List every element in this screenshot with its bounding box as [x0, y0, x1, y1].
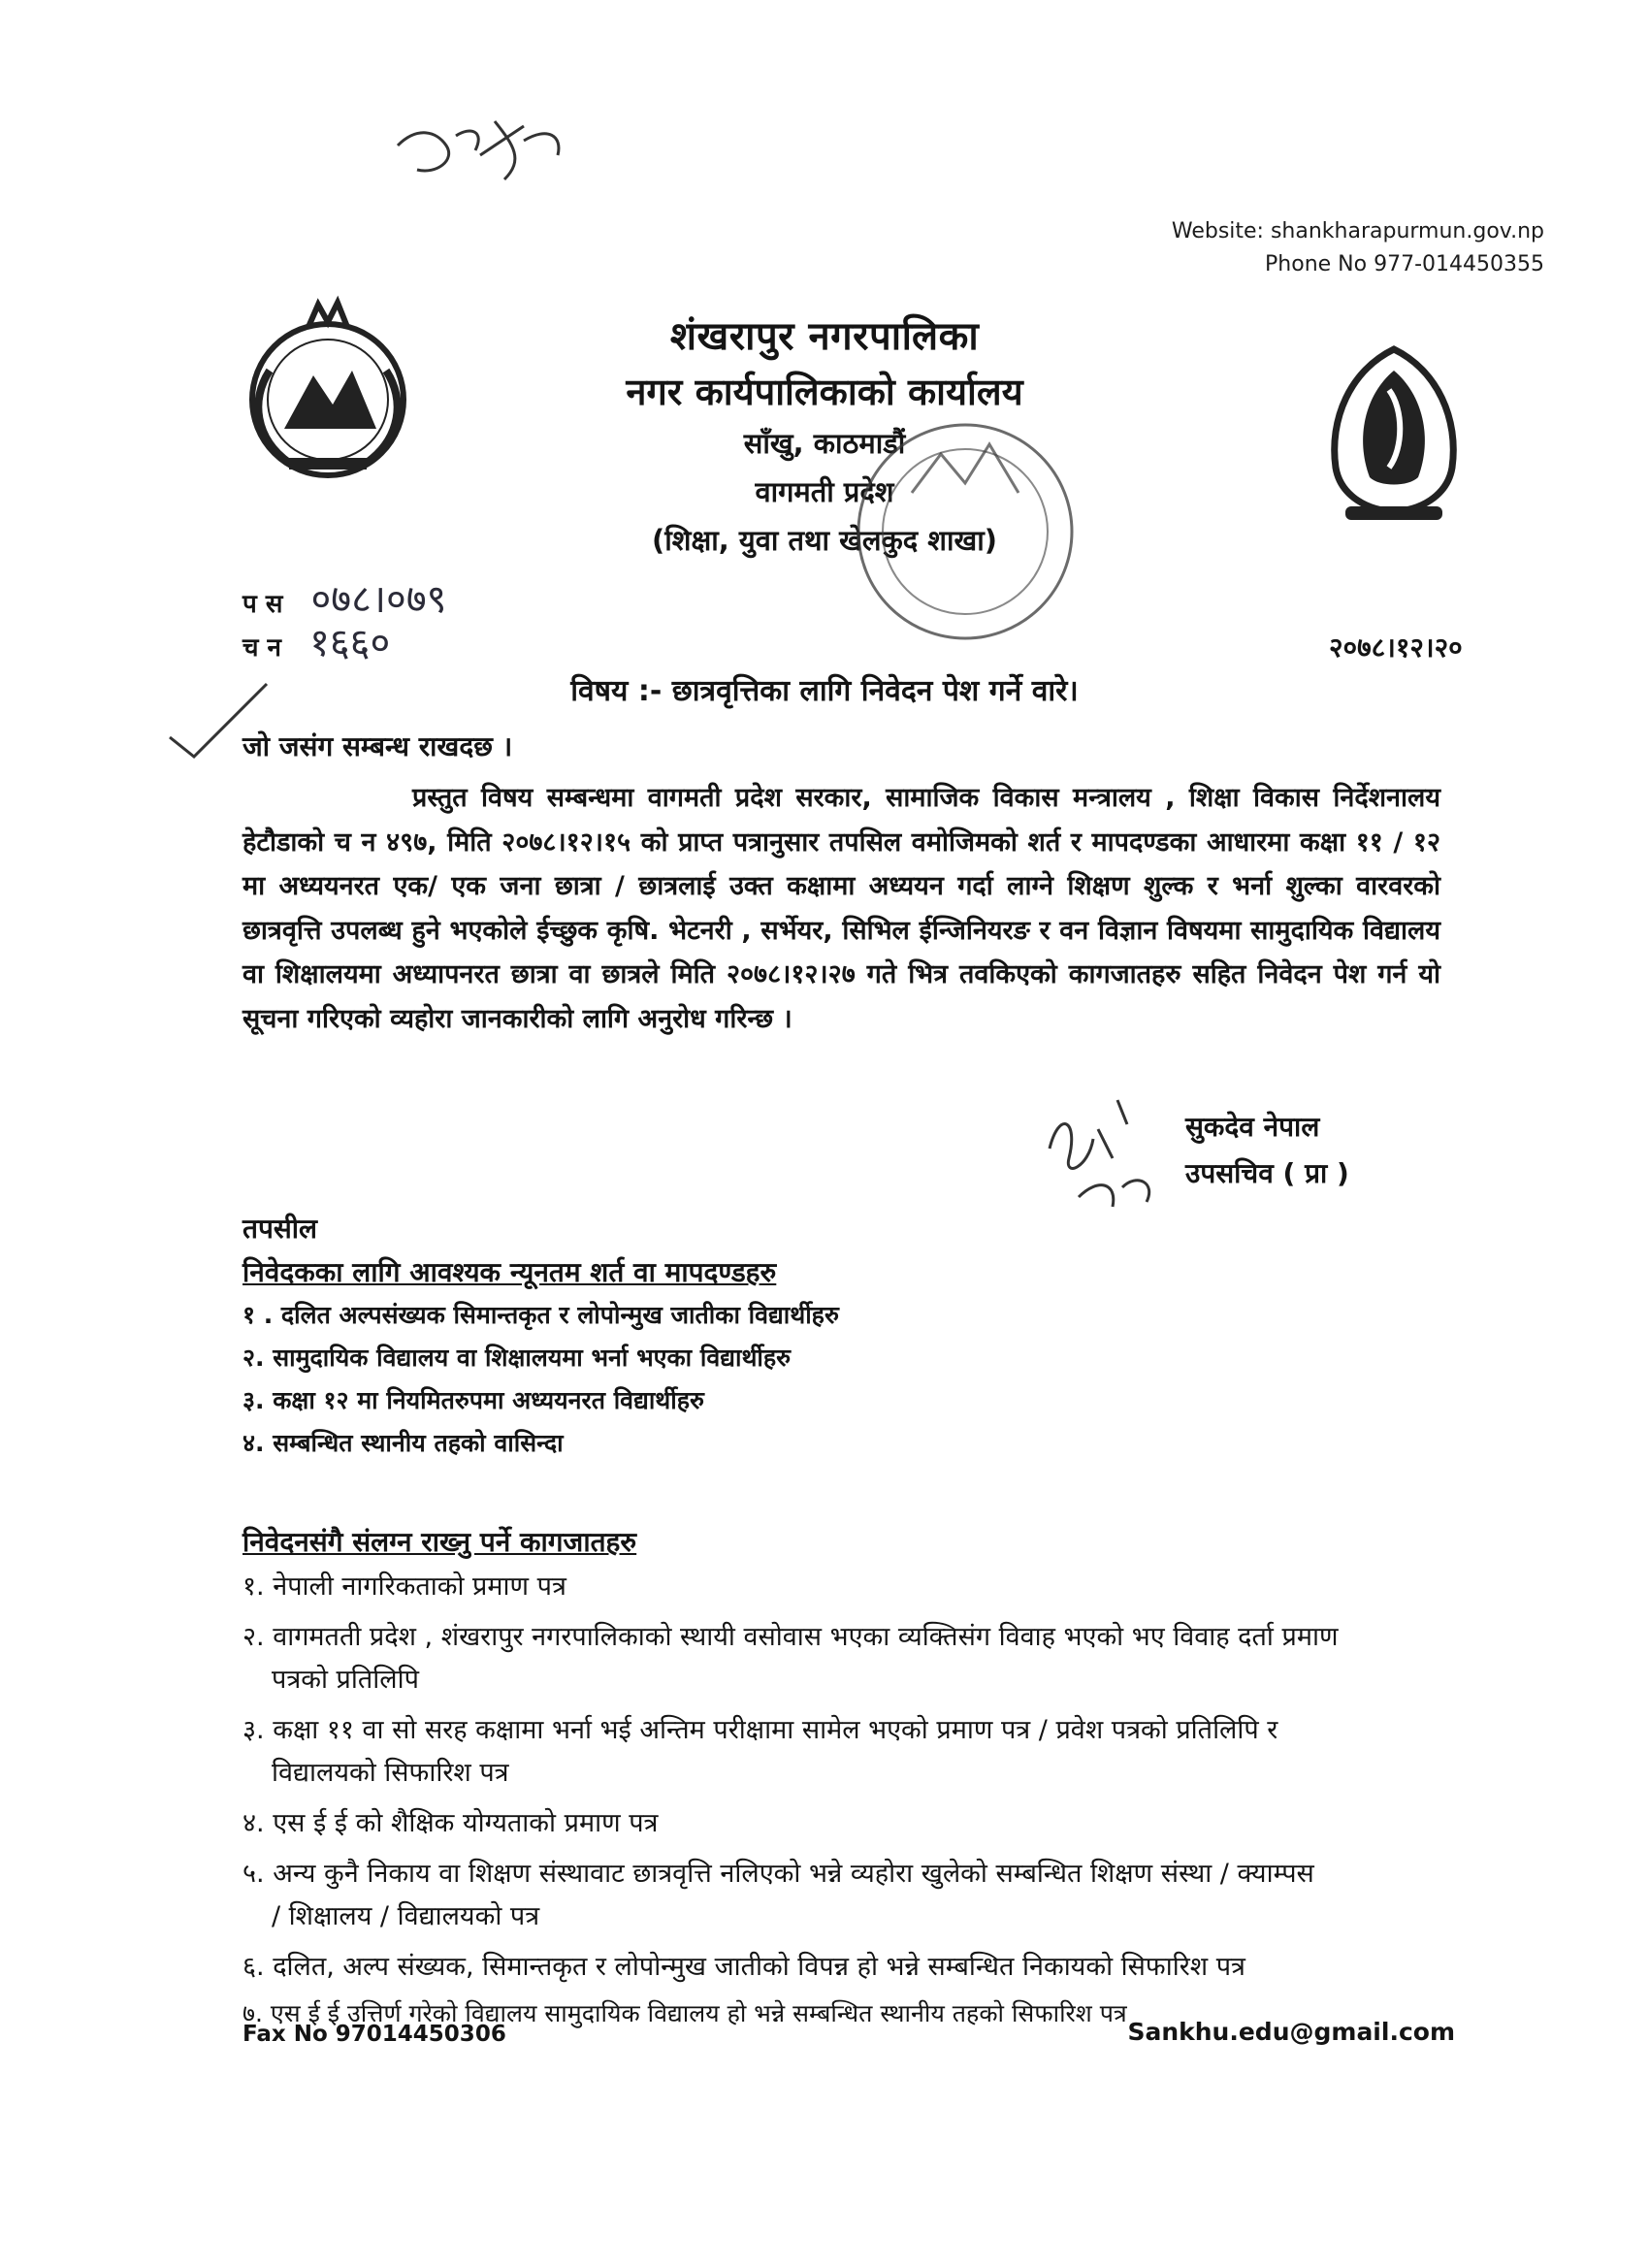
- list-item-line: ४. एस ई ई को शैक्षिक योग्यताको प्रमाण पत्र: [242, 1808, 659, 1838]
- list-item: [242, 1946, 1504, 1989]
- municipality-name: शंखरापुर नगरपालिका: [669, 314, 980, 359]
- criteria-list: [242, 1251, 839, 1465]
- signer-name: सुकदेव नेपाल: [1185, 1111, 1320, 1143]
- chalani-number-value: १६६०: [309, 621, 391, 665]
- contact-info: [1172, 215, 1544, 281]
- documents-list: [242, 1521, 1504, 2035]
- patra-sankhya: [242, 577, 447, 624]
- list-item: [242, 1853, 1504, 1938]
- criteria-heading: निवेदकका लागि आवश्यक न्यूनतम शर्त वा मापदण्डहरु: [242, 1256, 777, 1288]
- list-item-continuation: विद्यालयको सिफारिश पत्र: [272, 1758, 509, 1788]
- annex-title: तपसील: [242, 1213, 318, 1245]
- signer-title: उपसचिव ( प्रा ): [1185, 1157, 1349, 1189]
- address-line-1: साँखु, काठमाडौं: [743, 427, 906, 460]
- list-item: १ . दलित अल्पसंख्यक सिमान्तकृत र लोपोन्मुख जातीका विद्यार्थीहरु: [242, 1301, 839, 1329]
- address-line-2: वागमती प्रदेश: [755, 475, 894, 508]
- patra-sankhya-label: प स: [242, 590, 283, 619]
- letterhead: [0, 308, 1649, 565]
- list-item: [242, 1616, 1504, 1701]
- list-item-line: ६. दलित, अल्प संख्यक, सिमान्तकृत र लोपोन्मुख जातीको विपन्न हो भन्ने सम्बन्धित निकायको सिफारिश पत्र: [242, 1952, 1245, 1982]
- office-stamp: [854, 386, 1077, 667]
- documents-heading: निवेदनसंगै संलग्न राख्नु पर्ने कागजातहरु: [242, 1526, 637, 1558]
- annex-section: [242, 1208, 317, 1250]
- list-item-continuation: पत्रको प्रतिलिपि: [272, 1665, 419, 1695]
- list-item: [242, 1566, 1504, 1608]
- list-item-line: ७. एस ई ई उत्तिर्ण गरेको विद्यालय सामुदायिक विद्यालय हो भन्ने सम्बन्धित स्थानीय तहको सिफारिश पत्र: [242, 1999, 1127, 2027]
- office-name: नगर कार्यपालिकाको कार्यालय: [626, 371, 1023, 413]
- reference-block: [242, 577, 447, 667]
- letter-body-text: प्रस्तुत विषय सम्बन्धमा वागमती प्रदेश सरकार, सामाजिक विकास मन्त्रालय , शिक्षा विकास निर्देशनालय हेटौडाको च न ४९७, मिति २०७८।१२।१५ को प्राप्त पत्रानुसार तपसिल वमोजिमको शर्त र मापदण्डका आधारमा कक्षा ११ / १२ मा अध्ययनरत एक/ एक जना छात्रा / छात्रलाई उक्त कक्षामा अध्ययन गर्दा लाग्ने शिक्षण शुल्क र भर्ना शुल्का वारवरको छात्रवृत्ति उपलब्ध हुने भएकोले ईच्छुक कृषि. भेटनरी , सर्भेयर, सिभिल ईन्जिनियरङ र वन विज्ञान विषयमा सामुदायिक विद्यालय वा शिक्षालयमा अध्यापनरत छात्रा वा छात्रले मिति २०७८।१२।२७ गते भित्र तवकिएको कागजातहरु सहित निवेदन पेश गर्न यो सूचना गरिएको व्यहोरा जानकारीको लागि अनुरोध गरिन्छ ।: [242, 783, 1440, 1034]
- website: Website: shankharapurmun.gov.np: [1171, 219, 1544, 243]
- chalani-number: [242, 621, 446, 667]
- list-item-line: ५. अन्य कुनै निकाय वा शिक्षण संस्थावाट छात्रवृत्ति नलिएको भन्ने व्यहोरा खुलेको सम्बन्धित शिक्षण संस्था / क्याम्पस: [242, 1859, 1314, 1889]
- list-item: ४. सम्बन्धित स्थानीय तहको वासिन्दा: [242, 1429, 564, 1457]
- phone: Phone No 977-014450355: [1265, 252, 1544, 276]
- handwritten-annotation: [378, 107, 592, 194]
- chalani-number-label: च न: [242, 633, 281, 663]
- letter-date: २०७८।१२।२०: [1329, 632, 1463, 664]
- patra-sankhya-value: ०७८।०७९: [310, 577, 447, 622]
- list-item-continuation: / शिक्षालय / विद्यालयको पत्र: [272, 1901, 540, 1931]
- list-item-line: १. नेपाली नागरिकताको प्रमाण पत्र: [242, 1571, 566, 1602]
- section-name: (शिक्षा, युवा तथा खेलकुद शाखा): [652, 524, 997, 557]
- salutation: जो जसंग सम्बन्ध राखदछ ।: [242, 730, 513, 762]
- letter-subject: विषय :- छात्रवृत्तिका लागि निवेदन पेश गर्ने वारे।: [570, 674, 1079, 708]
- list-item: २. सामुदायिक विद्यालय वा शिक्षालयमा भर्ना भएका विद्यार्थीहरु: [242, 1344, 792, 1372]
- email-address: Sankhu.edu@gmail.com: [1127, 2018, 1455, 2046]
- list-item: [242, 1709, 1504, 1795]
- letter-body: [242, 776, 1440, 1041]
- signatory: [1185, 1104, 1349, 1197]
- list-item: ३. कक्षा १२ मा नियमितरुपमा अध्ययनरत विद्यार्थीहरु: [242, 1386, 704, 1414]
- list-item-line: २. वागमतती प्रदेश , शंखरापुर नगरपालिकाको स्थायी वसोवास भएका व्यक्तिसंग विवाह भएको भए विवाह दर्ता प्रमाण: [242, 1622, 1339, 1652]
- fax-number: Fax No 97014450306: [242, 2022, 506, 2047]
- list-item-line: ३. कक्षा ११ वा सो सरह कक्षामा भर्ना भई अन्तिम परीक्षामा सामेल भएको प्रमाण पत्र / प्रवेश पत्रको प्रतिलिपि र: [242, 1715, 1278, 1745]
- list-item: [242, 1802, 1504, 1845]
